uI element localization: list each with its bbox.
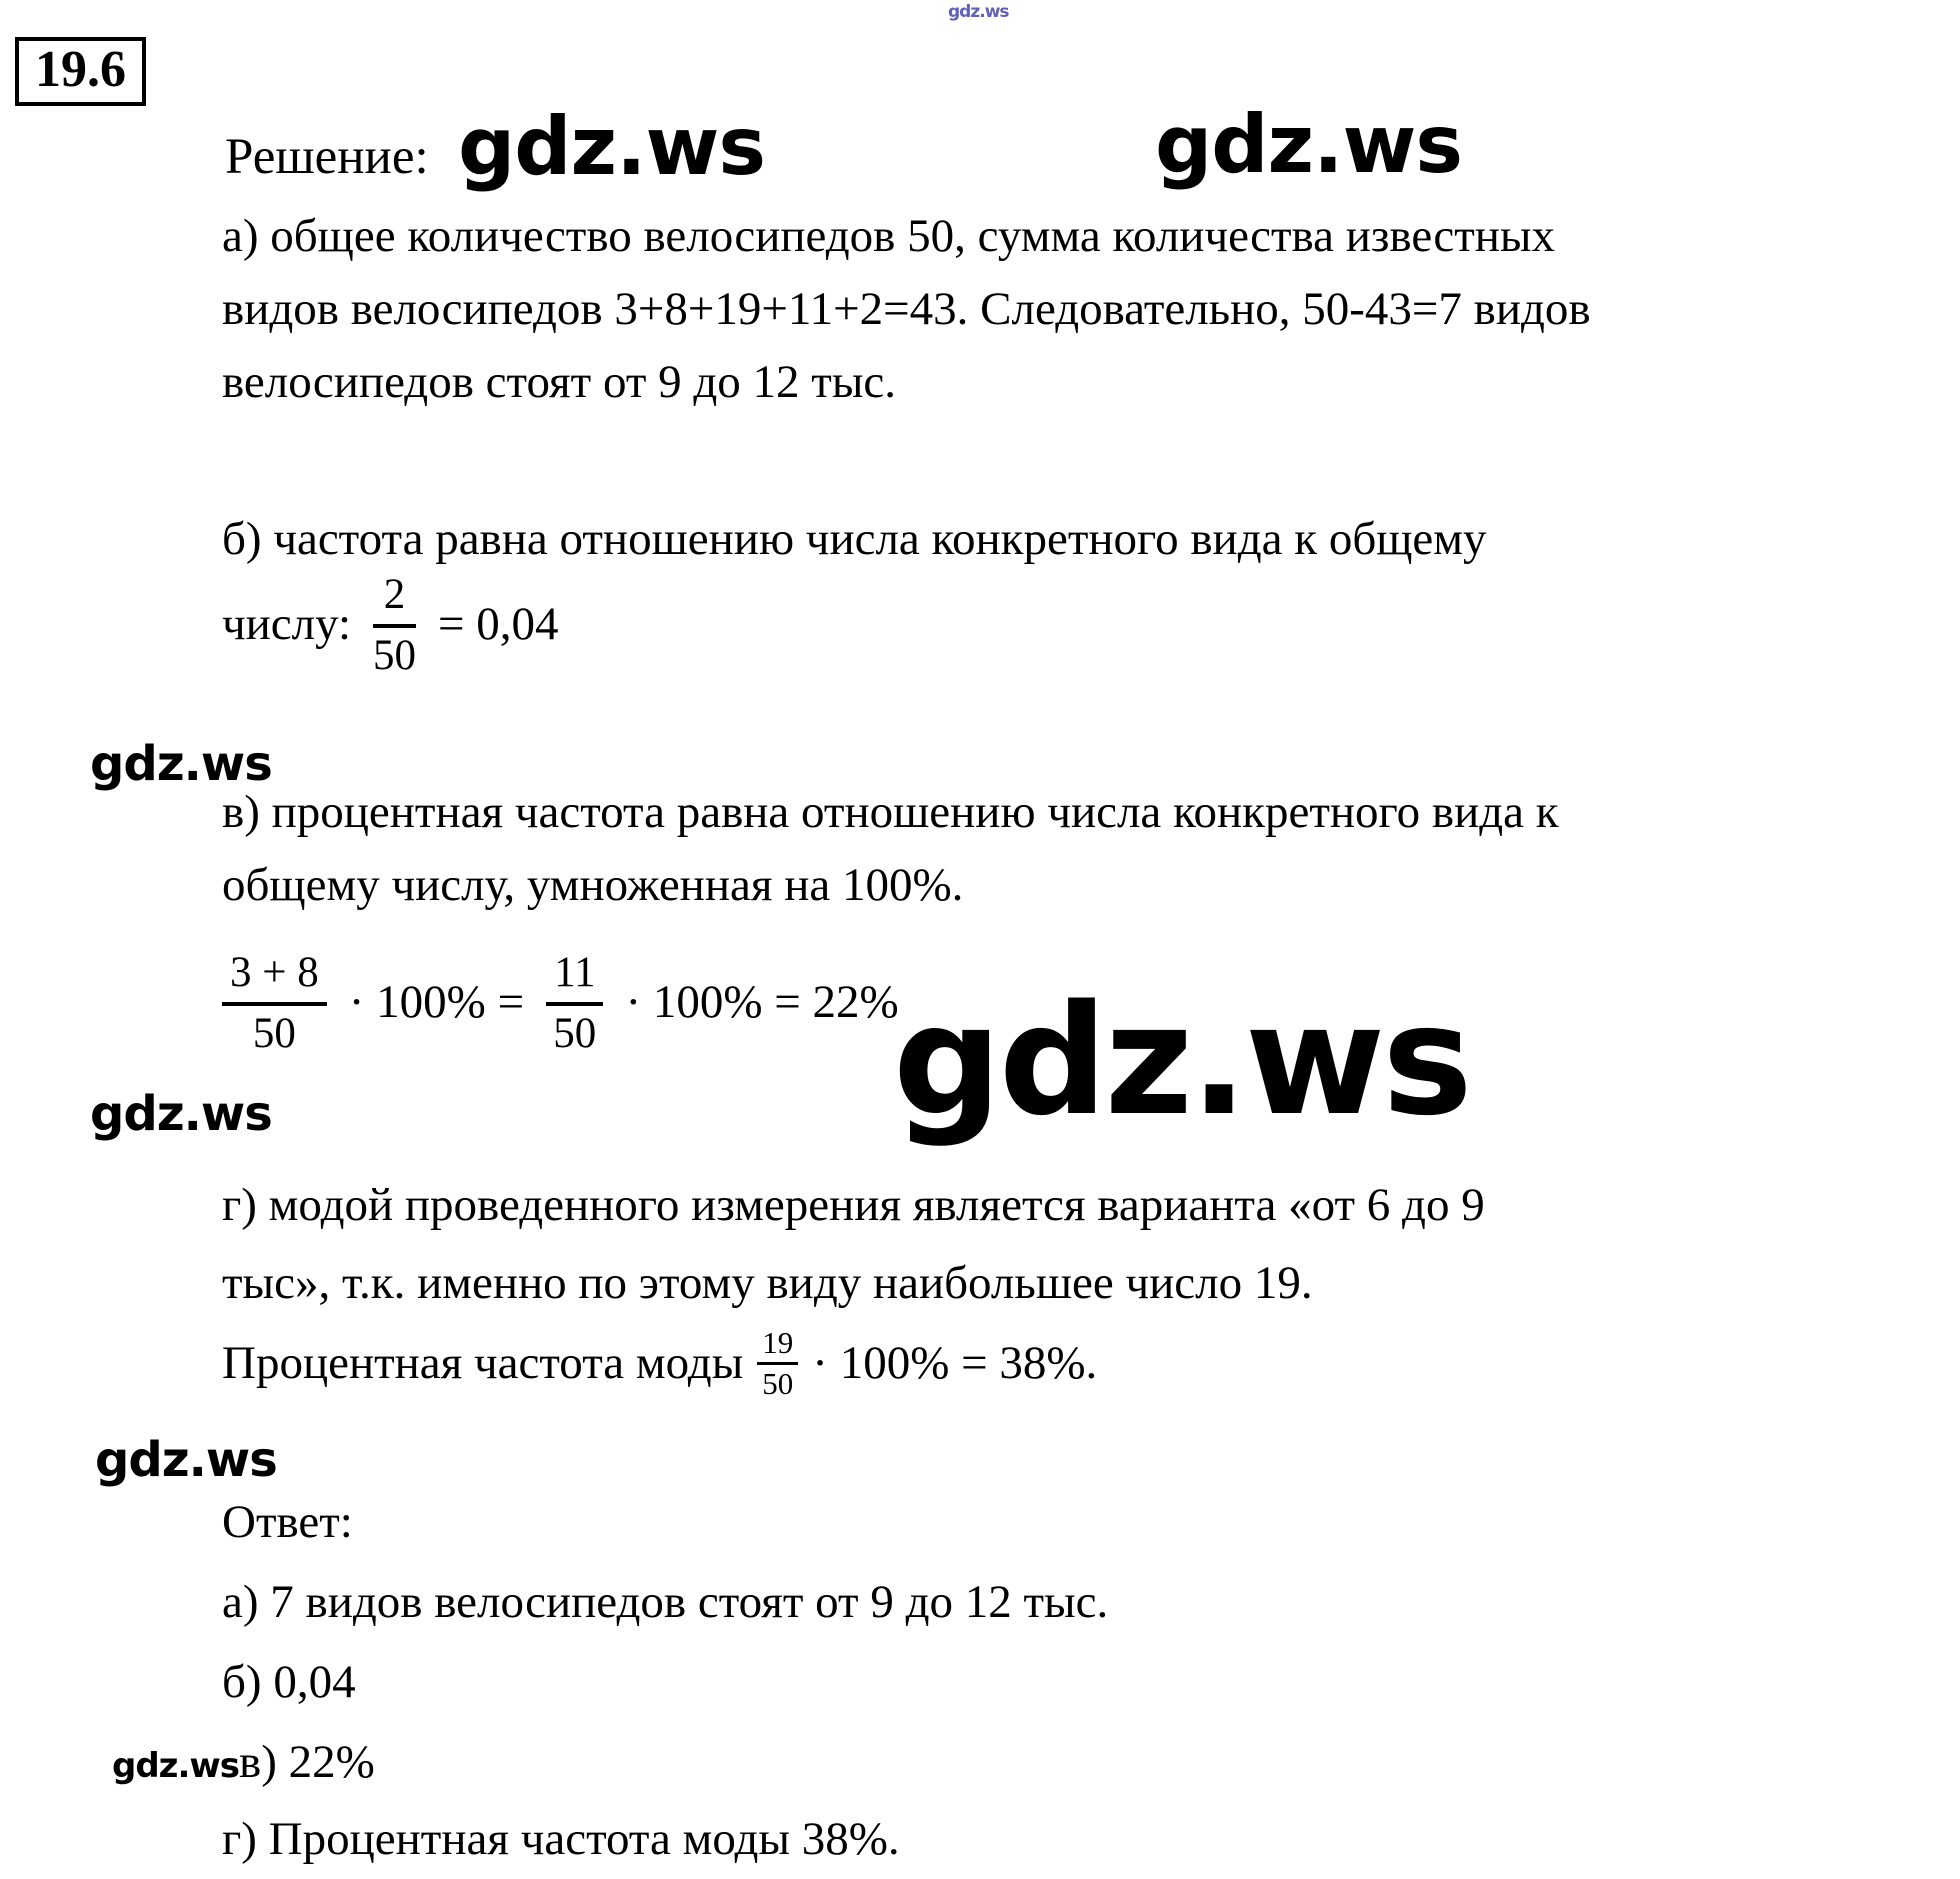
watermark-gdzws-top-right: gdz.ws xyxy=(1155,98,1463,191)
part-a-paragraph xyxy=(222,200,1591,419)
watermark-gdzws-answer: gdz.ws xyxy=(112,1746,240,1786)
part-g-line3-prefix: Процентная частота моды xyxy=(222,1337,744,1389)
problem-number-box xyxy=(15,40,146,99)
fraction-denominator: 50 xyxy=(252,1010,296,1057)
part-a-line1: а) общее количество велосипедов 50, сумма количества известных xyxy=(222,210,1556,262)
part-g-formula xyxy=(222,1308,1097,1418)
fraction-2-50 xyxy=(373,571,416,677)
fraction-numerator: 19 xyxy=(757,1327,798,1365)
watermark-gdzws-left-3: gdz.ws xyxy=(95,1432,277,1488)
fraction-numerator: 11 xyxy=(546,949,603,1006)
part-g-line3-suffix: · 100% = 38%. xyxy=(812,1337,1098,1389)
answer-item-b: б) 0,04 xyxy=(222,1656,356,1708)
answer-item-g: г) Процентная частота моды 38%. xyxy=(222,1813,900,1865)
answer-item-a: а) 7 видов велосипедов стоят от 9 до 12 тыс. xyxy=(222,1576,1109,1628)
answer-item-v: в) 22% xyxy=(239,1736,375,1788)
fraction-numerator: 3 + 8 xyxy=(222,949,327,1006)
part-b-equation xyxy=(222,568,559,680)
solution-heading: Решение: xyxy=(225,129,429,185)
part-a-line2: видов велосипедов 3+8+19+11+2=43. Следовательно, 50-43=7 видов xyxy=(222,283,1591,335)
part-a-line3: велосипедов стоят от 9 до 12 тыс. xyxy=(222,356,897,408)
formula-middle: · 100% = xyxy=(348,976,525,1028)
fraction-19-50 xyxy=(757,1327,798,1399)
answer-item-v-row xyxy=(112,1735,375,1789)
part-v-line1: в) процентная частота равна отношению числа конкретного вида к xyxy=(222,786,1559,838)
fraction-numerator: 2 xyxy=(373,571,416,628)
fraction-3plus8-50 xyxy=(222,949,327,1055)
watermark-gdzws-big: gdz.ws xyxy=(893,972,1470,1149)
fraction-denominator: 50 xyxy=(762,1366,794,1401)
part-g-line1: г) модой проведенного измерения является варианта «от 6 до 9 xyxy=(222,1179,1485,1231)
watermark-gdzws-after-heading: gdz.ws xyxy=(458,100,766,193)
watermark-gdzws-top: gdz.ws xyxy=(948,2,1009,22)
part-b-result: = 0,04 xyxy=(438,598,559,650)
answer-heading: Ответ: xyxy=(222,1496,353,1548)
watermark-gdzws-left-1: gdz.ws xyxy=(90,736,272,792)
problem-number: 19.6 xyxy=(15,37,146,106)
fraction-denominator: 50 xyxy=(373,632,417,679)
part-b-line1: б) частота равна отношению числа конкретного вида к общему xyxy=(222,513,1487,565)
fraction-11-50 xyxy=(546,949,603,1055)
watermark-gdzws-left-2: gdz.ws xyxy=(90,1086,272,1142)
formula-tail: · 100% = 22% xyxy=(625,976,899,1028)
part-v-line2: общему числу, умноженная на 100%. xyxy=(222,859,964,911)
part-g-line2: тыс», т.к. именно по этому виду наибольшее число 19. xyxy=(222,1257,1313,1309)
part-v-formula xyxy=(222,922,899,1082)
part-b-prefix: числу: xyxy=(222,598,352,650)
fraction-denominator: 50 xyxy=(553,1010,597,1057)
